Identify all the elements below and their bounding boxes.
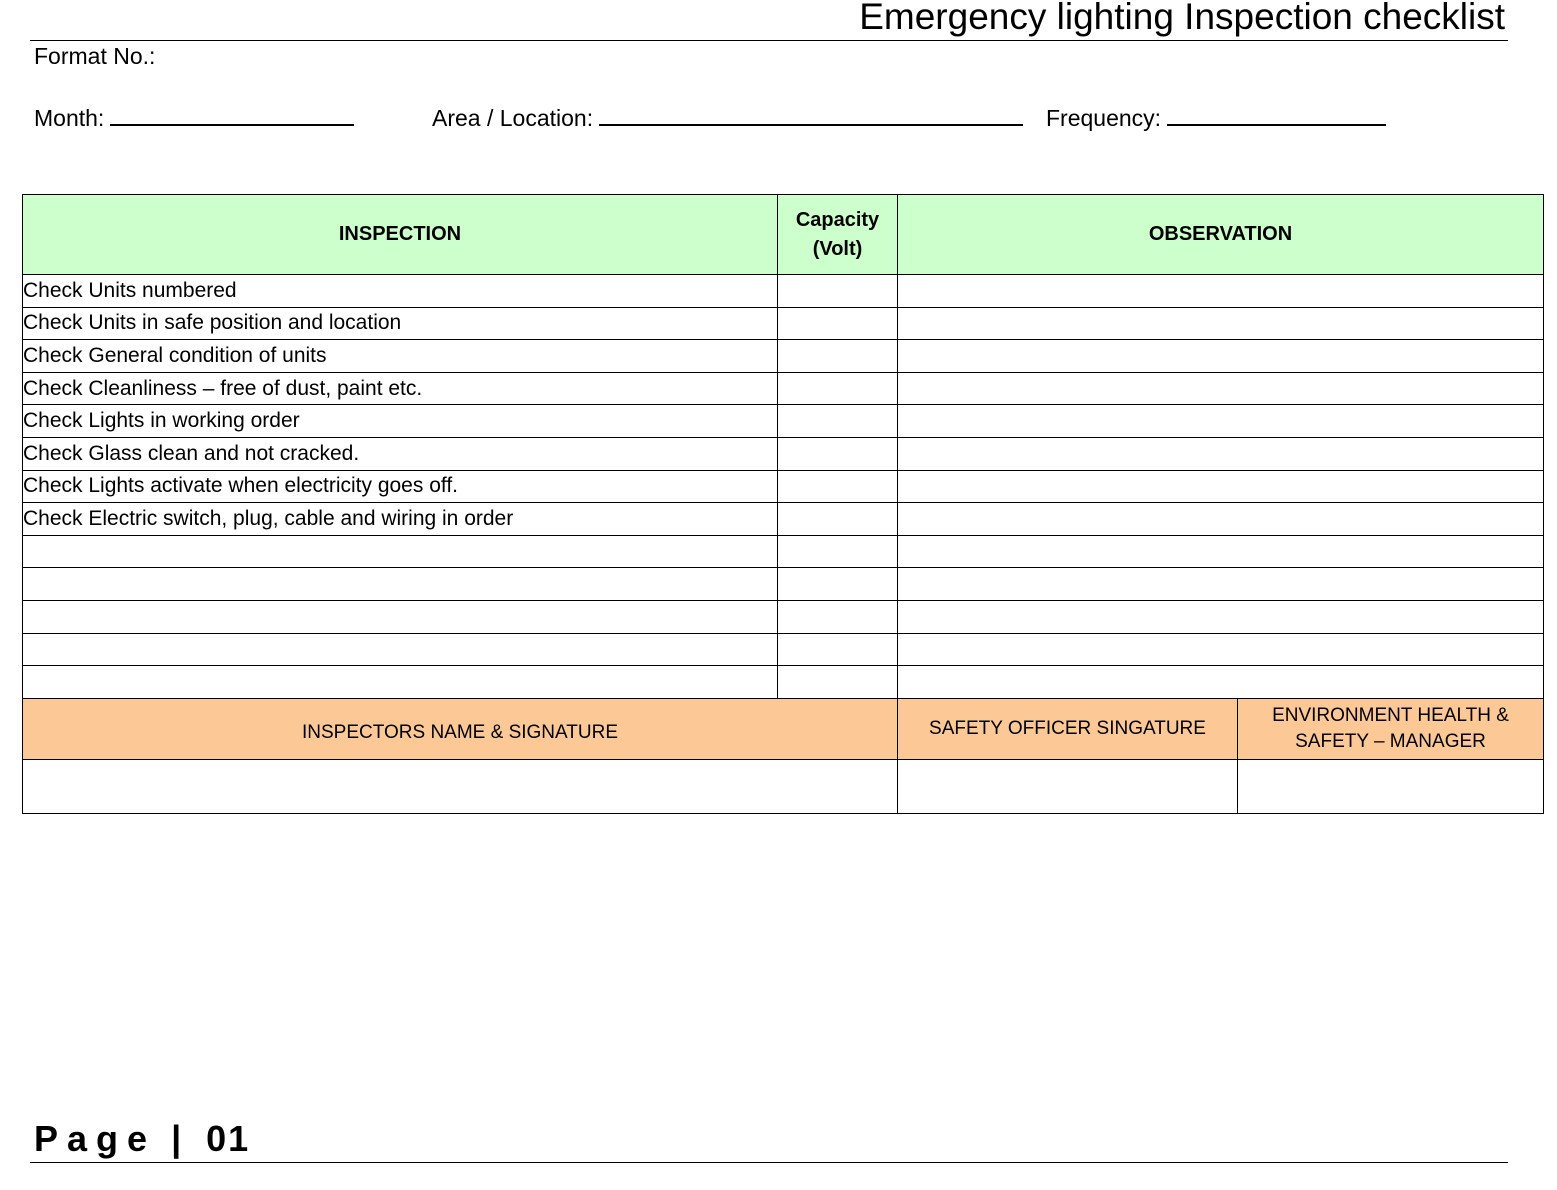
observation-cell[interactable]	[898, 600, 1544, 633]
observation-cell[interactable]	[898, 437, 1544, 470]
capacity-cell[interactable]	[778, 568, 898, 601]
table-row	[23, 405, 1544, 438]
inspection-item-cell	[23, 568, 778, 601]
month-blank-line[interactable]	[110, 100, 354, 126]
capacity-cell[interactable]	[778, 666, 898, 699]
observation-cell[interactable]	[898, 340, 1544, 373]
frequency-field	[1046, 100, 1386, 132]
month-field	[34, 100, 354, 132]
capacity-header: Capacity (Volt)	[778, 195, 898, 275]
observation-cell[interactable]	[898, 275, 1544, 308]
header-rule	[30, 40, 1508, 41]
observation-cell[interactable]	[898, 503, 1544, 536]
inspection-checklist-table	[22, 194, 1544, 814]
capacity-cell[interactable]	[778, 307, 898, 340]
capacity-cell[interactable]	[778, 372, 898, 405]
inspection-item-cell: Check Lights in working order	[23, 405, 778, 438]
capacity-cell[interactable]	[778, 340, 898, 373]
capacity-cell[interactable]	[778, 405, 898, 438]
observation-cell[interactable]	[898, 372, 1544, 405]
capacity-cell[interactable]	[778, 503, 898, 536]
inspection-item-cell: Check Lights activate when electricity goes off.	[23, 470, 778, 503]
observation-cell[interactable]	[898, 535, 1544, 568]
observation-cell[interactable]	[898, 666, 1544, 699]
safety-officer-signature-cell[interactable]	[898, 759, 1238, 813]
observation-cell[interactable]	[898, 568, 1544, 601]
inspection-item-cell	[23, 600, 778, 633]
inspection-item-cell: Check General condition of units	[23, 340, 778, 373]
inspection-item-cell: Check Electric switch, plug, cable and wiring in order	[23, 503, 778, 536]
observation-cell[interactable]	[898, 307, 1544, 340]
area-location-field	[432, 100, 1023, 132]
inspection-item-cell: Check Cleanliness – free of dust, paint etc.	[23, 372, 778, 405]
page-separator: |	[171, 1118, 182, 1159]
signature-row	[23, 759, 1544, 813]
inspection-item-cell: Check Glass clean and not cracked.	[23, 437, 778, 470]
table-row	[23, 275, 1544, 308]
inspection-item-cell: Check Units in safe position and location	[23, 307, 778, 340]
observation-cell[interactable]	[898, 633, 1544, 666]
table-row	[23, 307, 1544, 340]
signature-header-row	[23, 698, 1544, 759]
capacity-cell[interactable]	[778, 600, 898, 633]
table-row	[23, 666, 1544, 699]
inspection-item-cell	[23, 535, 778, 568]
frequency-label: Frequency:	[1046, 105, 1162, 131]
observation-cell[interactable]	[898, 405, 1544, 438]
capacity-cell[interactable]	[778, 437, 898, 470]
inspector-signature-header: INSPECTORS NAME & SIGNATURE	[23, 698, 898, 759]
page-label: Page	[34, 1118, 157, 1159]
area-location-blank-line[interactable]	[599, 100, 1023, 126]
capacity-cell[interactable]	[778, 535, 898, 568]
table-row	[23, 568, 1544, 601]
inspection-item-cell: Check Units numbered	[23, 275, 778, 308]
ehs-manager-signature-cell[interactable]	[1238, 759, 1544, 813]
table-header-row	[23, 195, 1544, 275]
ehs-manager-signature-header: ENVIRONMENT HEALTH & SAFETY – MANAGER	[1238, 698, 1544, 759]
frequency-blank-line[interactable]	[1167, 100, 1386, 126]
area-location-label: Area / Location:	[432, 105, 594, 131]
table-row	[23, 372, 1544, 405]
table-row	[23, 503, 1544, 536]
capacity-cell[interactable]	[778, 633, 898, 666]
observation-header: OBSERVATION	[898, 195, 1544, 275]
format-number-label: Format No.:	[34, 43, 156, 69]
table-row	[23, 437, 1544, 470]
observation-cell[interactable]	[898, 470, 1544, 503]
document-title: Emergency lighting Inspection checklist	[859, 0, 1505, 37]
inspection-header: INSPECTION	[23, 195, 778, 275]
page-footer	[34, 1118, 250, 1160]
footer-rule	[30, 1162, 1508, 1163]
capacity-cell[interactable]	[778, 470, 898, 503]
table-row	[23, 340, 1544, 373]
table-row	[23, 600, 1544, 633]
inspection-item-cell	[23, 666, 778, 699]
table-row	[23, 535, 1544, 568]
month-label: Month:	[34, 105, 105, 131]
page-number: 01	[206, 1118, 251, 1159]
safety-officer-signature-header: SAFETY OFFICER SINGATURE	[898, 698, 1238, 759]
inspector-signature-cell[interactable]	[23, 759, 898, 813]
inspection-item-cell	[23, 633, 778, 666]
capacity-cell[interactable]	[778, 275, 898, 308]
table-row	[23, 633, 1544, 666]
table-row	[23, 470, 1544, 503]
